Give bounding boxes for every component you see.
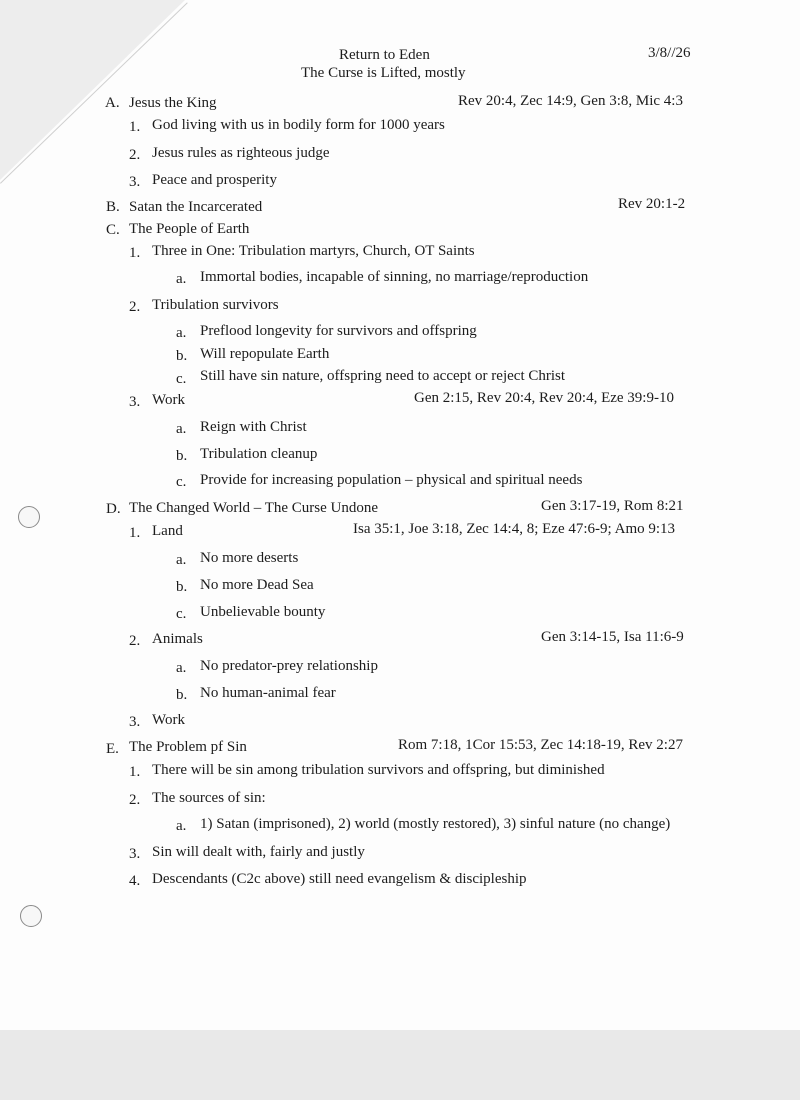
- scripture-refs: Gen 3:14-15, Isa 11:6-9: [541, 629, 684, 645]
- punch-hole: [18, 506, 40, 528]
- outline-item: The sources of sin:: [152, 790, 266, 806]
- item-number: 3.: [129, 394, 141, 410]
- sub-letter: a.: [176, 818, 187, 834]
- item-number: 2.: [129, 792, 141, 808]
- outline-subitem: 1) Satan (imprisoned), 2) world (mostly restored), 3) sinful nature (no change): [200, 816, 671, 832]
- outline-subitem: No human-animal fear: [200, 685, 336, 701]
- outline-subitem: Still have sin nature, offspring need to accept or reject Christ: [200, 368, 566, 384]
- sub-letter: a.: [176, 552, 187, 568]
- outline-item: Land: [152, 523, 183, 539]
- scripture-refs: Gen 3:17-19, Rom 8:21: [541, 498, 684, 514]
- outline-item: Jesus rules as righteous judge: [152, 145, 330, 161]
- sub-letter: b.: [176, 448, 188, 464]
- item-number: 3.: [129, 714, 141, 730]
- section-label: E.: [106, 741, 119, 757]
- outline-item: Tribulation survivors: [152, 297, 279, 313]
- item-number: 1.: [129, 119, 141, 135]
- scripture-refs: Rom 7:18, 1Cor 15:53, Zec 14:18-19, Rev 2:27: [398, 737, 683, 753]
- sub-letter: a.: [176, 421, 187, 437]
- page-date: 3/8//26: [648, 45, 691, 61]
- sub-letter: b.: [176, 579, 188, 595]
- scan-bottom-margin: [0, 1030, 800, 1100]
- item-number: 2.: [129, 633, 141, 649]
- sub-letter: c.: [176, 371, 187, 387]
- outline-subitem: Unbelievable bounty: [200, 604, 326, 620]
- sub-letter: a.: [176, 325, 187, 341]
- section-heading: The Problem pf Sin: [129, 739, 247, 755]
- sub-letter: c.: [176, 606, 187, 622]
- section-heading: Satan the Incarcerated: [129, 199, 263, 215]
- scripture-refs: Gen 2:15, Rev 20:4, Rev 20:4, Eze 39:9-10: [414, 390, 674, 406]
- page-title: Return to Eden: [339, 47, 430, 63]
- section-heading: Jesus the King: [129, 95, 217, 111]
- item-number: 2.: [129, 147, 141, 163]
- punch-hole: [20, 905, 42, 927]
- item-number: 3.: [129, 846, 141, 862]
- scripture-refs: Rev 20:4, Zec 14:9, Gen 3:8, Mic 4:3: [458, 93, 683, 109]
- sub-letter: a.: [176, 271, 187, 287]
- outline-subitem: Immortal bodies, incapable of sinning, no marriage/reproduction: [200, 269, 589, 285]
- sub-letter: c.: [176, 474, 187, 490]
- outline-subitem: Provide for increasing population – physical and spiritual needs: [200, 472, 583, 488]
- section-label: B.: [106, 199, 120, 215]
- section-heading: The People of Earth: [129, 221, 250, 237]
- outline-item: There will be sin among tribulation survivors and offspring, but diminished: [152, 762, 605, 778]
- outline-item: Sin will dealt with, fairly and justly: [152, 844, 365, 860]
- outline-subitem: No predator-prey relationship: [200, 658, 378, 674]
- outline-item: Peace and prosperity: [152, 172, 277, 188]
- outline-item: Descendants (C2c above) still need evangelism & discipleship: [152, 871, 527, 887]
- sub-letter: b.: [176, 687, 188, 703]
- outline-subitem: No more deserts: [200, 550, 299, 566]
- item-number: 1.: [129, 525, 141, 541]
- sub-letter: b.: [176, 348, 188, 364]
- item-number: 3.: [129, 174, 141, 190]
- section-heading: The Changed World – The Curse Undone: [129, 500, 379, 516]
- outline-subitem: Tribulation cleanup: [200, 446, 318, 462]
- scripture-refs: Rev 20:1-2: [618, 196, 686, 212]
- item-number: 2.: [129, 299, 141, 315]
- section-label: C.: [106, 222, 120, 238]
- outline-item: Animals: [152, 631, 203, 647]
- sub-letter: a.: [176, 660, 187, 676]
- item-number: 4.: [129, 873, 141, 889]
- outline-subitem: Reign with Christ: [200, 419, 307, 435]
- outline-subitem: Will repopulate Earth: [200, 346, 330, 362]
- page-subtitle: The Curse is Lifted, mostly: [301, 65, 466, 81]
- outline-item: Work: [152, 712, 185, 728]
- outline-subitem: No more Dead Sea: [200, 577, 314, 593]
- outline-subitem: Preflood longevity for survivors and offspring: [200, 323, 477, 339]
- section-label: D.: [106, 501, 121, 517]
- section-label: A.: [105, 95, 120, 111]
- outline-item: God living with us in bodily form for 1000 years: [152, 117, 445, 133]
- item-number: 1.: [129, 245, 141, 261]
- item-number: 1.: [129, 764, 141, 780]
- outline-item: Work: [152, 392, 185, 408]
- outline-item: Three in One: Tribulation martyrs, Church, OT Saints: [152, 243, 475, 259]
- scripture-refs: Isa 35:1, Joe 3:18, Zec 14:4, 8; Eze 47:6-9; Amo 9:13: [353, 521, 676, 537]
